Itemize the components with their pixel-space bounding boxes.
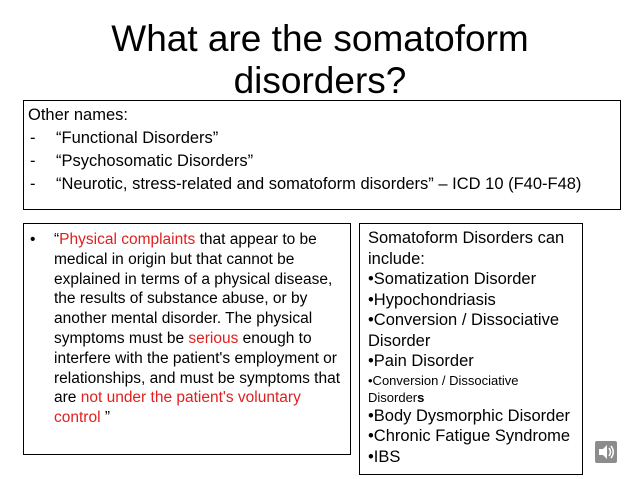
highlight-physical-complaints: Physical complaints (59, 231, 196, 248)
other-names-heading: Other names: (28, 106, 128, 124)
list-item: •Conversion / Dissociative Disorder (368, 311, 560, 350)
open-quote: “ (54, 231, 60, 248)
list-item: •Chronic Fatigue Syndrome (368, 427, 571, 445)
highlight-voluntary-control: not under the patient's voluntary control (54, 389, 301, 427)
list-item (28, 127, 620, 150)
other-names-box (23, 100, 621, 210)
dash-marker: - (30, 129, 36, 147)
bullet-marker: • (30, 231, 36, 248)
small-item-suffix: s (417, 389, 425, 405)
disorders-box (359, 223, 583, 475)
other-name-text: “Psychosomatic Disorders” (56, 152, 254, 170)
highlight-serious: serious (188, 329, 239, 347)
definition-part2: enough to interfere with the patient's employment or relationships, and must be symptoms that are (54, 329, 341, 407)
other-name-text: “Functional Disorders” (56, 129, 219, 147)
disorders-heading: Somatoform Disorders can include: (368, 229, 565, 268)
list-item: •Hypochondriasis (368, 290, 496, 309)
list-item (368, 372, 578, 406)
slide-title: What are the somatoform disorders? (111, 18, 529, 101)
definition-text (54, 230, 342, 428)
list-item: •IBS (368, 447, 401, 466)
list-item: •Body Dysmorphic Disorder (368, 406, 571, 425)
dash-marker: - (30, 175, 36, 193)
definition-box (23, 223, 351, 455)
speaker-icon[interactable] (595, 441, 617, 463)
definition-part1: that appear to be medical in origin but that cannot be explained in terms of a physical disease, the results of substance abuse, or by another mental disorder. The physical symptoms must be (54, 231, 333, 347)
small-item-text: •Conversion / Dissociative Disorder (368, 372, 519, 405)
other-name-text: “Neurotic, stress-related and somatoform disorders” – ICD 10 (F40-F48) (56, 175, 582, 193)
close-quote: ” (100, 409, 110, 427)
list-item: •Pain Disorder (368, 352, 474, 370)
list-item (28, 173, 620, 196)
list-item (28, 150, 620, 173)
dash-marker: - (30, 152, 36, 170)
list-item: •Somatization Disorder (368, 270, 537, 288)
